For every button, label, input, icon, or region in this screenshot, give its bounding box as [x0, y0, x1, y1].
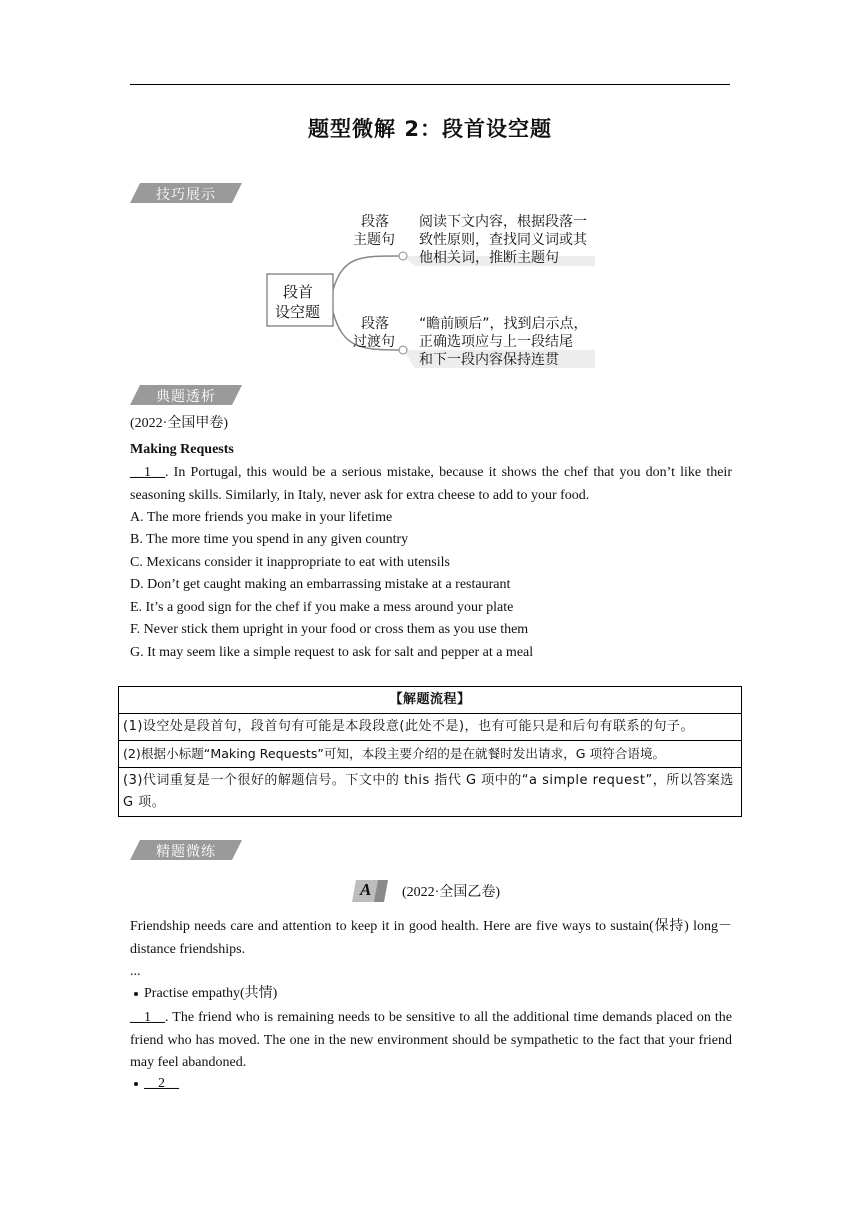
option-c: C. Mexicans consider it inappropriate to eat with utensils — [130, 555, 450, 570]
option-e: E. It’s a good sign for the chef if you make a mess around your plate — [130, 600, 514, 615]
section-badge-example — [130, 385, 242, 405]
mindmap-trans-desc-2: 正确选项应与上一段结尾 — [419, 334, 573, 350]
option-g: G. It may seem like a simple request to ask for salt and pepper at a meal — [130, 645, 534, 660]
bullet-icon — [134, 1082, 138, 1086]
option-d: D. Don’t get caught making an embarrassing mistake at a restaurant — [130, 577, 511, 592]
bullet-icon — [134, 992, 138, 996]
mindmap-topic-desc-2: 致性原则，查找同义词或其 — [419, 232, 587, 248]
practice-para-1 — [130, 1007, 732, 1075]
solution-step-1: (1)设空处是段首句，段首句有可能是本段段意(此处不是)，也有可能只是和后句有联系的句子。 — [119, 714, 742, 741]
mindmap-trans-desc-1: “瞻前顾后”，找到启示点， — [419, 316, 588, 332]
solution-table — [118, 686, 742, 817]
solution-header: 【解题流程】 — [119, 687, 742, 714]
section-badge-label: 技巧展示 — [156, 187, 216, 203]
practice-bullet-1-text: Practise empathy(共情) — [144, 986, 278, 1001]
practice-bullet-2 — [130, 1074, 179, 1094]
passage-marker-letter: A — [360, 880, 372, 899]
example-source: (2022·全国甲卷) — [130, 416, 228, 431]
practice-ellipsis: ... — [130, 964, 141, 979]
practice-bullet-1 — [130, 984, 277, 1004]
solution-step-2: (2)根据小标题“Making Requests”可知，本段主要介绍的是在就餐时发出请求，G 项符合语境。 — [119, 741, 742, 768]
section-badge-practice — [130, 840, 242, 860]
practice-intro: Friendship needs care and attention to keep it in good health. Here are five ways to sustain(保持) long－distance friendships. — [130, 919, 732, 957]
practice-blank-1: __1__ — [130, 1010, 165, 1025]
option-a: A. The more friends you make in your lifetime — [130, 510, 393, 525]
example-blank: __1__ — [130, 465, 165, 480]
section-badge-skills — [130, 183, 242, 203]
mindmap-topic-desc-1: 阅读下文内容，根据段落一 — [419, 214, 587, 230]
option-f: F. Never stick them upright in your food or cross them as you use them — [130, 622, 529, 637]
mindmap-trans-label-1: 段落 — [361, 316, 389, 332]
header-rule — [130, 84, 730, 85]
mindmap-center-1: 段首 — [283, 283, 314, 301]
mindmap-topic-label-1: 段落 — [361, 214, 389, 230]
example-passage-text: . In Portugal, this would be a serious mistake, because it shows the chef that you don’t like their seasoning skills. Similarly, in Italy, never ask for extra cheese to add to your food. — [130, 465, 732, 503]
section-badge-label: 精题微练 — [156, 844, 216, 860]
practice-para-1-text: . The friend who is remaining needs to be sensitive to all the additional time demands placed on the friend who has moved. The one in the new environment should be sympathetic to the fact that your friend may feel abandoned. — [130, 1010, 732, 1070]
mindmap-topic-desc-3: 他相关词，推断主题句 — [419, 250, 559, 266]
passage-marker — [352, 880, 388, 902]
mindmap-trans-label-2: 过渡句 — [353, 334, 395, 350]
mindmap-trans-desc-3: 和下一段内容保持连贯 — [419, 352, 559, 368]
practice-blank-2: __2__ — [144, 1076, 179, 1091]
example-passage — [130, 462, 732, 507]
practice-source: (2022·全国乙卷) — [402, 885, 500, 900]
solution-step-3: (3)代词重复是一个很好的解题信号。下文中的 this 指代 G 项中的“a simple request”，所以答案选 G 项。 — [119, 768, 742, 817]
mindmap-center-2: 设空题 — [275, 303, 321, 321]
option-b: B. The more time you spend in any given country — [130, 532, 409, 547]
section-badge-label: 典题透析 — [156, 389, 216, 405]
mindmap-topic-label-2: 主题句 — [353, 232, 395, 248]
example-heading: Making Requests — [130, 442, 234, 457]
page-title: 题型微解 2：段首设空题 — [308, 117, 552, 141]
mindmap — [265, 208, 595, 373]
